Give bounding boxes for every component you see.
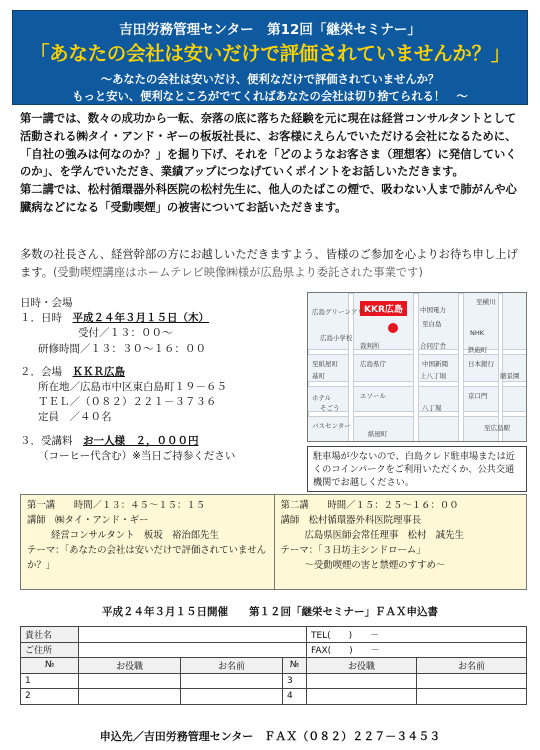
map-road [498, 293, 503, 442]
fax-form-title: 平成２４年３月１５日開催 第１２回「継栄セミナー」ＦＡＸ申込書 [102, 606, 438, 618]
event-info [20, 296, 310, 464]
parking-notice: 駐車場が少ないので、白島クレド駐車場または近くのコインパークをご利用いただくか、公共交通機関でお越しください。 [307, 446, 527, 492]
map-label: 中国電力 [420, 306, 446, 314]
map-label: 日本銀行 [468, 360, 494, 368]
row-number: 4 [282, 689, 306, 705]
venue-pin-icon [388, 323, 398, 333]
tel-field[interactable]: TEL( ) － [306, 627, 526, 643]
company-label: 貴社名 [21, 627, 79, 643]
session-1-time: 第一講 時間／１３：４５～１５：１５ [27, 500, 206, 511]
fax-field[interactable]: FAX( ) － [306, 642, 526, 658]
map-label: 至紙屋町 [312, 360, 338, 368]
position-input[interactable] [306, 689, 416, 705]
map-label: 広島県庁 [360, 360, 386, 368]
venue-value: ＫＫＲ広島 [72, 365, 125, 378]
fee-label: ３．受講料 [20, 434, 73, 447]
session-2-theme: テーマ：「３日坊主シンドローム」 [280, 545, 426, 556]
map-label: 基町 [312, 372, 325, 380]
session-1-theme: テーマ：「あなたの会社は安いだけで評価されていませんか？」 [27, 545, 267, 571]
venue-map [307, 292, 527, 442]
map-label: 京口門 [468, 392, 488, 400]
map-label: 合同庁舎 [420, 342, 446, 350]
name-input[interactable] [180, 673, 282, 689]
col-name-2: お名前 [416, 658, 526, 674]
col-position-2: お役職 [306, 658, 416, 674]
venue-label: ２．会場 [20, 365, 62, 378]
position-input[interactable] [79, 689, 181, 705]
session-2 [274, 495, 527, 589]
subtitle-1: ～あなたの会社は安いだけ、便利なだけで評価されていませんか？ [100, 73, 440, 86]
address-label: ご住所 [21, 642, 79, 658]
intro-paragraph-2: 第二講では、松村循環器外科医院の松村先生に、他人のたばこの煙で、吸わない人まで肺がんや心臓病などになる「受動喫煙」の被害についてお話いただきます。 [20, 183, 517, 214]
fee-note: （コーヒー代含む）※当日ご持参ください [38, 449, 236, 462]
venue-badge: KKR広島 [360, 301, 407, 316]
session-time: 研修時間／１３：３０～１６：００ [38, 342, 206, 355]
session-schedule [20, 494, 527, 590]
map-label: 紙屋町 [368, 430, 388, 438]
map-label: エソール [360, 392, 386, 400]
closing-text [20, 246, 525, 281]
map-label: 縮景園 [500, 372, 520, 380]
map-label: 鉄砲町 [468, 346, 488, 354]
header-banner [12, 10, 528, 105]
map-label: 広島グリーンアリーナ [312, 308, 377, 316]
map-label: 至白島 [422, 320, 442, 328]
map-label: 上八丁堀 [420, 372, 446, 380]
session-1-speaker-title: 経営コンサルタント 板坂 裕治郎先生 [51, 530, 219, 541]
company-field[interactable] [79, 627, 307, 643]
footer-contact: 申込先／吉田労務管理センター ＦＡＸ（０８２）２２７－３４５３ [99, 730, 441, 743]
session-2-time: 第二講 時間／１５：２５～１６：００ [280, 500, 459, 511]
position-input[interactable] [306, 673, 416, 689]
map-label: 広島小学校 [320, 334, 353, 342]
map-label: 八丁堀 [422, 404, 442, 412]
map-road [458, 293, 464, 442]
fee-value: お一人様 ２，０００円 [83, 434, 199, 447]
reception-time: 受付／１３：００～ [78, 327, 173, 340]
col-name: お名前 [180, 658, 282, 674]
map-label: バスセンター [312, 422, 351, 430]
closing-message: 多数の社長さん、経営幹部の方にお越しいただきますよう、皆様のご参加を心よりお待ち申し上げます。 [20, 248, 518, 279]
subtitle-2: もっと安い、便利なところがでてくればあなたの会社は切り捨てられる！ ～ [72, 90, 468, 103]
address-field[interactable] [79, 642, 307, 658]
name-input[interactable] [416, 689, 526, 705]
row-number: 3 [282, 673, 306, 689]
map-label: そごう [320, 404, 340, 412]
map-label: 至横川 [476, 298, 496, 306]
intro-paragraph-1: 第一講では、数々の成功から一転、奈落の底に落ちた経験を元に現在は経営コンサルタントとして活動される㈱タイ・アンド・ギーの板坂社長に、お客様にえらんでいただける会社になるために、「自社の強みは何なのか？」を掘り下げ、それを「どのようなお客さま（理想客）に発信していくのか」、を学んでいただき、業績アップにつなげていくポイントをお話しいただきます。 [20, 112, 517, 179]
col-no-2: № [282, 658, 306, 674]
fax-application-form [20, 626, 527, 705]
session-2-subtheme: ～受動喫煙の害と禁煙のすすめ～ [304, 560, 446, 571]
info-heading: 日時・会場 [20, 297, 73, 309]
organizer-title: 吉田労務管理センター 第12回「継栄セミナー」 [119, 22, 421, 38]
venue-tel: ＴＥＬ／（０８２）２２１－３７３６ [38, 396, 217, 409]
map-label: 中国新聞 [422, 360, 448, 368]
map-label: 至広島駅 [484, 424, 510, 432]
col-no: № [21, 658, 79, 674]
session-2-speaker: 講師 松村循環器外科医院理事長 [280, 515, 422, 526]
session-1 [21, 495, 274, 589]
map-label: ホテル [312, 394, 332, 402]
intro-text [20, 110, 525, 217]
name-input[interactable] [416, 673, 526, 689]
map-road [413, 293, 419, 442]
session-1-speaker: 講師 ㈱タイ・アンド・ギー [27, 515, 149, 526]
row-number: 2 [21, 689, 79, 705]
position-input[interactable] [79, 673, 181, 689]
row-number: 1 [21, 673, 79, 689]
headline: 「あなたの会社は安いだけで評価されていませんか？」 [29, 42, 510, 65]
map-label: 裁判所 [360, 342, 380, 350]
name-input[interactable] [180, 689, 282, 705]
date-value: 平成２４年３月１５日（木） [72, 312, 209, 325]
map-label: NHK [470, 329, 485, 337]
venue-capacity: 定員 ／４０名 [38, 411, 112, 424]
venue-address: 所在地／広島市中区東白島町１９－６５ [38, 381, 227, 394]
date-label: １．日時 [20, 312, 62, 325]
session-2-speaker-title: 広島県医師会常任理事 松村 誠先生 [304, 530, 464, 541]
closing-note: (受動喫煙講座はホームテレビ映像㈱様が広島県より委託された事業です) [53, 265, 423, 279]
col-position: お役職 [79, 658, 181, 674]
